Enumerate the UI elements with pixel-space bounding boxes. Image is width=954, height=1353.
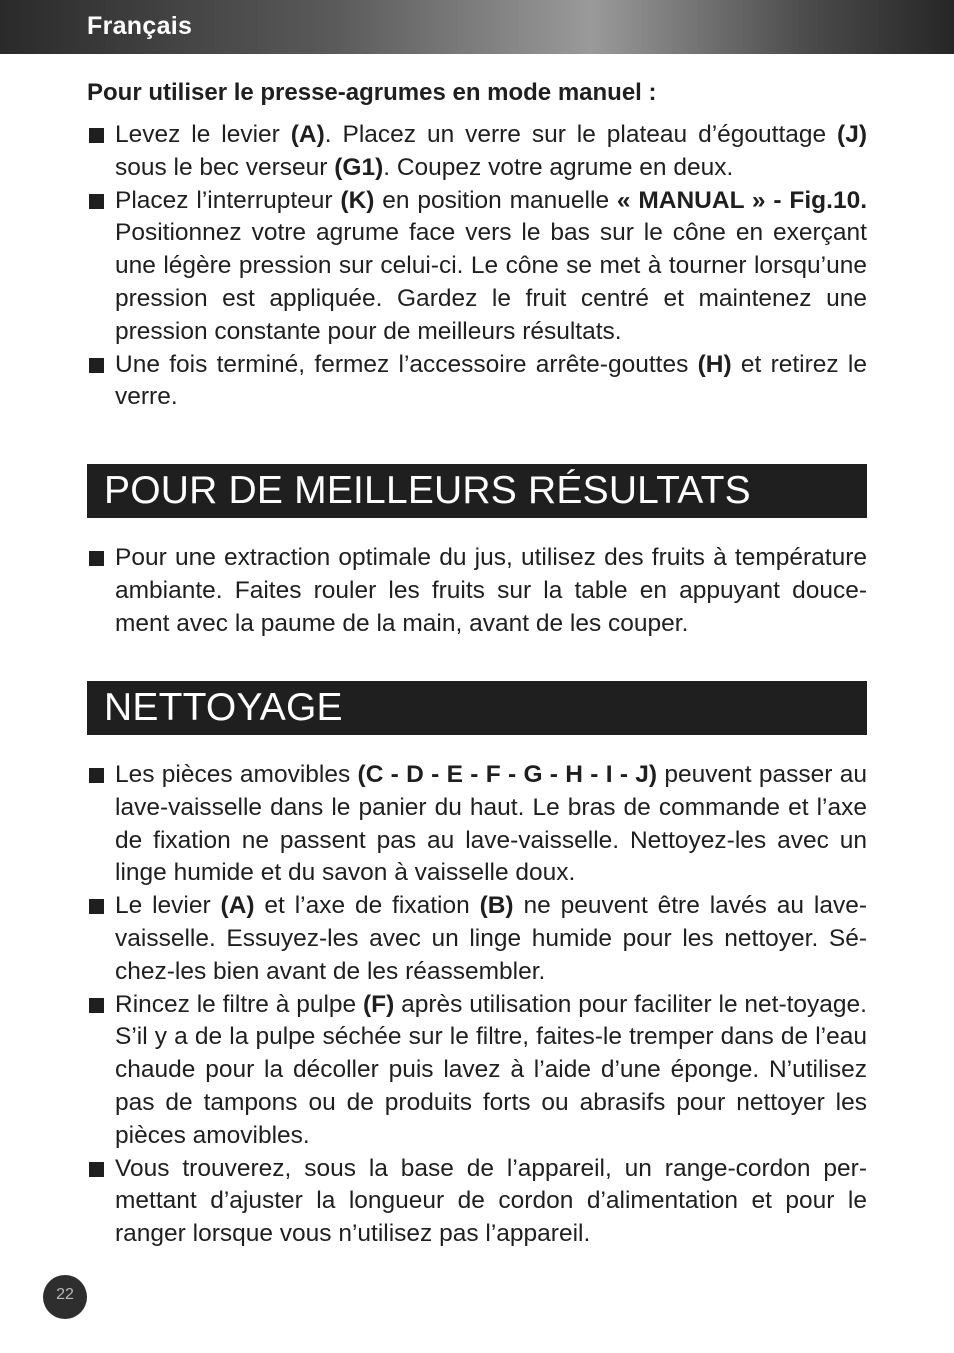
part-reference: « MANUAL » - Fig.10. (616, 186, 868, 214)
section-header-best-results (87, 464, 867, 518)
part-reference: (J) (837, 121, 867, 148)
bullet-square-icon (89, 358, 104, 373)
text-segment: peuvent passer au lave-vaisselle dans le panier du haut. Le bras de commande et l’axe de fixation ne passent pas au lave-vaisselle. Nettoyez-les avec un linge humide et du savon à vaisselle doux. (115, 761, 867, 887)
page-number: 22 (43, 1275, 87, 1319)
text-segment: . Placez un verre sur le plateau d’égouttage (324, 121, 838, 148)
text-segment: après utilisation pour faciliter le net-toyage. S’il y a de la pulpe séchée sur le filtre, faites-le tremper dans de l’eau chaude pour la décoller puis lavez à l’aide d’une éponge. N’utilisez pas de tampons ou de produits forts ou abrasifs pour nettoyer les pièces amovibles. (115, 990, 867, 1149)
bullet-square-icon (89, 1162, 104, 1177)
text-segment: et retirez le verre. (115, 350, 867, 411)
list-item (87, 542, 867, 640)
list-item (87, 989, 867, 1153)
text-segment: Les pièces amovibles (115, 761, 358, 788)
list-item (87, 890, 867, 988)
part-reference: (H) (697, 350, 732, 378)
bullet-list (87, 759, 867, 1251)
list-item (87, 185, 867, 349)
bullet-square-icon (89, 551, 104, 566)
text-segment: Rincez le filtre à pulpe (115, 990, 363, 1018)
section-title: NETTOYAGE (104, 686, 343, 729)
text-segment: Pour une extraction optimale du jus, utilisez des fruits à température ambiante. Faites rouler les fruits sur la table en appuyant douce-ment avec la paume de la main, avant de les couper. (115, 544, 867, 637)
text-segment: Vous trouverez, sous la base de l’appareil, un range-cordon per-mettant d’ajuster la longueur de cordon d’alimentation et pour le ranger lorsque vous n’utilisez pas l’appareil. (115, 1154, 867, 1248)
manual-mode-instructions (87, 119, 867, 414)
part-reference: (K) (340, 186, 375, 214)
part-reference: (G1) (334, 153, 384, 181)
section-header-cleaning (87, 681, 867, 735)
text-segment: et l’axe de fixation (254, 892, 480, 920)
text-segment: sous le bec verseur (115, 153, 335, 181)
text-segment: . Coupez votre agrume en deux. (383, 153, 734, 181)
bullet-list (87, 119, 867, 414)
list-item (87, 759, 867, 890)
manual-mode-subheading: Pour utiliser le presse-agrumes en mode manuel : (87, 79, 657, 106)
section-title: POUR DE MEILLEURS RÉSULTATS (104, 469, 751, 512)
text-segment: Une fois terminé, fermez l’accessoire arrête-gouttes (115, 350, 698, 378)
text-segment: Le levier (115, 892, 221, 920)
text-segment: ne peuvent être lavés au lave-vaisselle. Essuyez-les avec un linge humide pour les nettoyer. Sé-chez-les bien avant de les réassembler. (115, 892, 867, 985)
bullet-square-icon (89, 998, 104, 1013)
text-segment: Positionnez votre agrume face vers le bas sur le cône en exerçant une légère pression sur celui-ci. Le cône se met à tourner lorsqu’une pression est appliquée. Gardez le fruit centré et maintenez une pression constante pour de meilleurs résultats. (115, 219, 867, 345)
text-segment: Levez le levier (115, 121, 291, 148)
list-item (87, 1153, 867, 1251)
part-reference: (A) (220, 892, 255, 920)
bullet-square-icon (89, 128, 104, 143)
text-segment: en position manuelle (374, 186, 617, 214)
bullet-square-icon (89, 899, 104, 914)
list-item (87, 119, 867, 185)
part-reference: (B) (479, 892, 514, 920)
language-header-bar (0, 0, 954, 54)
part-reference: (F) (362, 990, 395, 1018)
list-item (87, 349, 867, 415)
bullet-square-icon (89, 194, 104, 209)
cleaning-content (87, 759, 867, 1251)
part-reference: (C - D - E - F - G - H - I - J) (357, 761, 658, 788)
best-results-content (87, 542, 867, 640)
text-segment: Placez l’interrupteur (115, 186, 341, 214)
bullet-square-icon (89, 768, 104, 783)
part-reference: (A) (290, 121, 325, 148)
bullet-list (87, 542, 867, 640)
language-label: Français (87, 12, 193, 40)
